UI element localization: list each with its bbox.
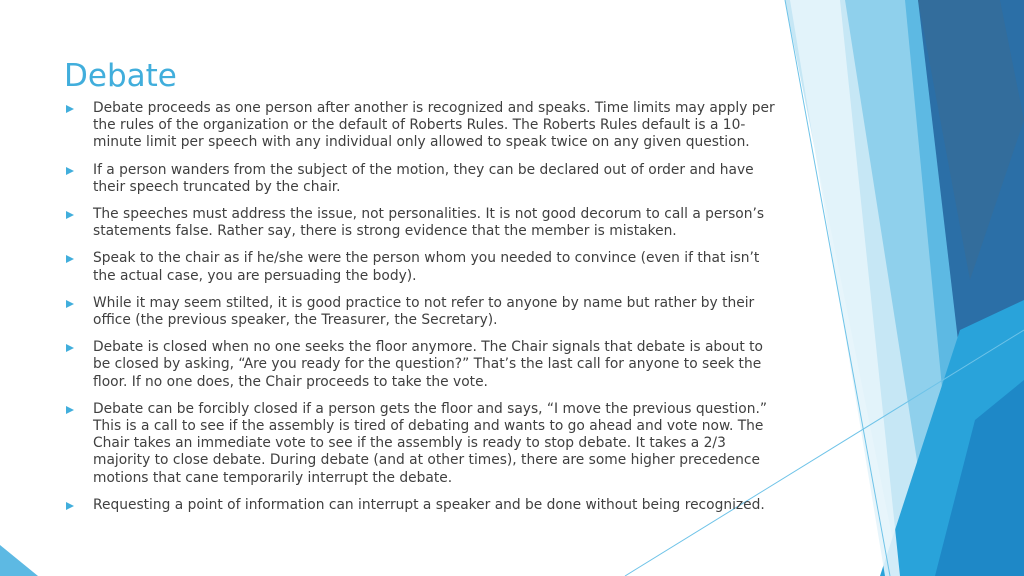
- bullet-text: If a person wanders from the subject of the motion, they can be declared out of order and have their speech truncated by the chair.: [93, 161, 754, 195]
- bullet-text: While it may seem stilted, it is good practice to not refer to anyone by name but rather by their office (the previous speaker, the Treasurer, the Secretary).: [93, 294, 755, 329]
- facet-bottom-left: [0, 545, 38, 576]
- bullet-text: Requesting a point of information can interrupt a speaker and be done without being recognized.: [93, 496, 765, 513]
- bullet-text: Debate can be forcibly closed if a person gets the floor and says, “I move the previous question.” This is a call to see if the assembly is tired of debating and wants to go ahead and vote now. The Chair takes an immediate vote to see if the assembly is ready to stop debate. It takes a 2/3 majority to close debate. During debate (and at other times), there are some higher precedence motions that cane temporarily interrupt the debate.: [93, 400, 767, 486]
- bullet-item: [62, 100, 782, 152]
- bullet-item: [62, 162, 782, 196]
- bullet-item: [62, 497, 782, 514]
- triangle-right-icon: [66, 105, 74, 113]
- triangle-right-icon: [66, 300, 74, 308]
- bullet-item: [62, 250, 782, 284]
- bullet-text: Debate is closed when no one seeks the floor anymore. The Chair signals that debate is about to be closed by asking, “Are you ready for the question?” That’s the last call for anyone to seek the floor. If no one does, the Chair proceeds to take the vote.: [93, 339, 763, 390]
- triangle-right-icon: [66, 167, 74, 175]
- bullet-item: [62, 206, 782, 240]
- bullet-text: Speak to the chair as if he/she were the person whom you needed to convince (even if that isn’t the actual case, you are persuading the body).: [93, 250, 760, 284]
- bullet-item: [62, 339, 782, 391]
- triangle-right-icon: [66, 344, 74, 352]
- bullet-text: The speeches must address the issue, not personalities. It is not good decorum to call a person’s statements false. Rather say, there is strong evidence that the member is mistaken.: [93, 206, 765, 240]
- bullet-list: [62, 100, 782, 524]
- triangle-right-icon: [66, 502, 74, 510]
- triangle-right-icon: [66, 211, 74, 219]
- triangle-right-icon: [66, 255, 74, 263]
- bullet-item: [62, 401, 782, 487]
- triangle-right-icon: [66, 406, 74, 414]
- bullet-text: Debate proceeds as one person after another is recognized and speaks. Time limits may apply per the rules of the organization or the default of Roberts Rules. The Roberts Rules default is a 10-minute limit per speech with any individual only allowed to speak twice on any given question.: [93, 100, 775, 151]
- bullet-item: [62, 295, 782, 329]
- slide-title: Debate: [64, 58, 177, 94]
